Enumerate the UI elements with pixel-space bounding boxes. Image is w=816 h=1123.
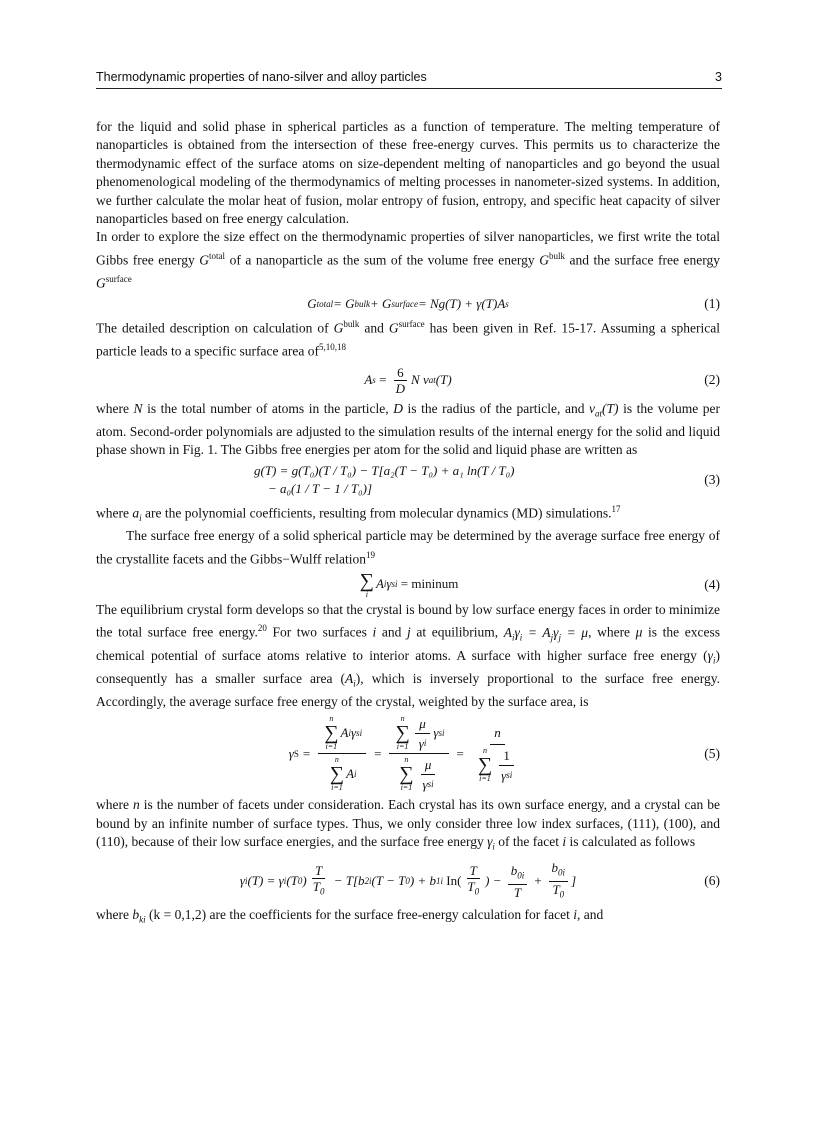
equation-number: (1)	[704, 295, 720, 311]
citation: 20	[257, 623, 267, 634]
equation-number: (2)	[704, 372, 720, 388]
paragraph-8: where n is the number of facets under consideration. Each crystal has its own surface energy, and a crystal can be bound by an infinite number of surface types. Thus, we only consider three low index surfaces, (111), (100), and (110), because of their low surface energies, and the surface free energy $\gamma_i$ of the facet i is calculated as follows	[96, 797, 720, 852]
page-number: 3	[715, 70, 722, 84]
paragraph-4: where N is the total number of atoms in the particle, D is the radius of the particle, and $v_{at}(T)$ is the volume per atom. Second-order polynomials are adjusted to the simulation results of the internal energy for the solid and liquid phase shown in Fig. 1. The Gibbs free energies per atom for the solid and liquid phase are written as	[96, 400, 720, 458]
running-header	[96, 70, 722, 89]
citation: 17	[611, 503, 621, 514]
equation-number: (4)	[704, 576, 720, 592]
equation-number: (3)	[704, 471, 720, 487]
paragraph-7: The equilibrium crystal form develops so that the crystal is bound by low surface energy faces in order to minimize the total surface free energy.$^{20}$ For two surfaces i and j at equilibrium, $A_i\gamma_i = A_j\gamma_j = \mu$, where μ is the excess chemical potential of surface atoms relative to interior atoms. A surface with higher surface free energy $(\gamma_i)$ consequently has a smaller surface area $(A_i)$, which is inversely proportional to the surface free energy. Accordingly, the average surface free energy of the crystal, weighted by the surface area, is	[96, 601, 721, 709]
equation-4: ∑ i A i γ si = mininum (4)	[359, 569, 720, 599]
equation-number: (5)	[704, 745, 720, 761]
equation-number: (6)	[704, 873, 720, 889]
equation-1: G total = G bulk + G surface = Ng(T) + γ(T)A s (1)	[96, 295, 720, 313]
equation-2: A s = $\frac{6}{D}$ N v at (T) (2)	[364, 364, 720, 396]
equation-5: γ S = n ∑ i=1 A i γ si n ∑ i=1 A i = n ∑ i=1 μ γ i γ si n ∑ i=1 μ γ si = n n ∑ i=1 1 γ si (5)	[288, 714, 720, 793]
equation-6: γ i (T) = γ i (T 0 ) $\frac{T}{T_0}$ − T[b 2i (T − T 0 ) + b 1i In( $\frac{T}{T_0}$ ) − $\frac{b_{0i}}{T}$ + $\frac{b_{0i}}{T_0}$ ] (6)	[239, 860, 720, 900]
citation: 19	[365, 549, 375, 560]
paragraph-2: In order to explore the size effect on the thermodynamic properties of silver nanoparticles, we first write the total Gibbs free energy $G^{total}$ of a nanoparticle as the sum of the volume free energy $G^{bulk}$ and the surface free energy $G^{surface}$	[96, 229, 721, 291]
paragraph-5: where $a_i$ are the polynomial coefficients, resulting from molecular dynamics (MD) simulations.$^{17}$	[96, 503, 621, 523]
equation-3: g(T) = g(T₀)(T / T₀) − T[a₂(T − T₀) + a₁ ln(T / T₀) − a₀(1 / T − 1 / T₀)] (3)	[254, 462, 720, 496]
paragraph-1: for the liquid and solid phase in spherical particles as a function of temperature. The melting temperature of nanoparticles is obtained from the intersection of these free-energy curves. This permits us to characterize the thermodynamic effect of the surface atoms on size-dependent melting of nanoparticles and go beyond the usual phenomenological modeling of the thermodynamics of melting processes in nanometer-sized systems. In addition, we further calculate the molar heat of fusion, molar entropy of fusion, entropy, and specific heat capacity of silver nanoparticles based on free energy calculation.	[96, 119, 720, 227]
body-text	[96, 118, 720, 929]
citation: 5,10,18	[319, 341, 346, 352]
paragraph-6: The surface free energy of a solid spherical particle may be determined by the average surface free energy of the crystallite facets and the Gibbs−Wulff relation$^{19}$	[96, 528, 720, 567]
running-title: Thermodynamic properties of nano-silver and alloy particles	[96, 70, 427, 84]
paragraph-3: The detailed description on calculation of $G^{bulk}$ and $G^{surface}$ has been given in Ref. 15-17. Assuming a spherical particle leads to a specific surface area of$^{5,10,18}$	[96, 319, 720, 359]
paragraph-9: where $b_{ki}$ (k = 0,1,2) are the coefficients for the surface free-energy calculation for facet i, and	[96, 907, 604, 926]
